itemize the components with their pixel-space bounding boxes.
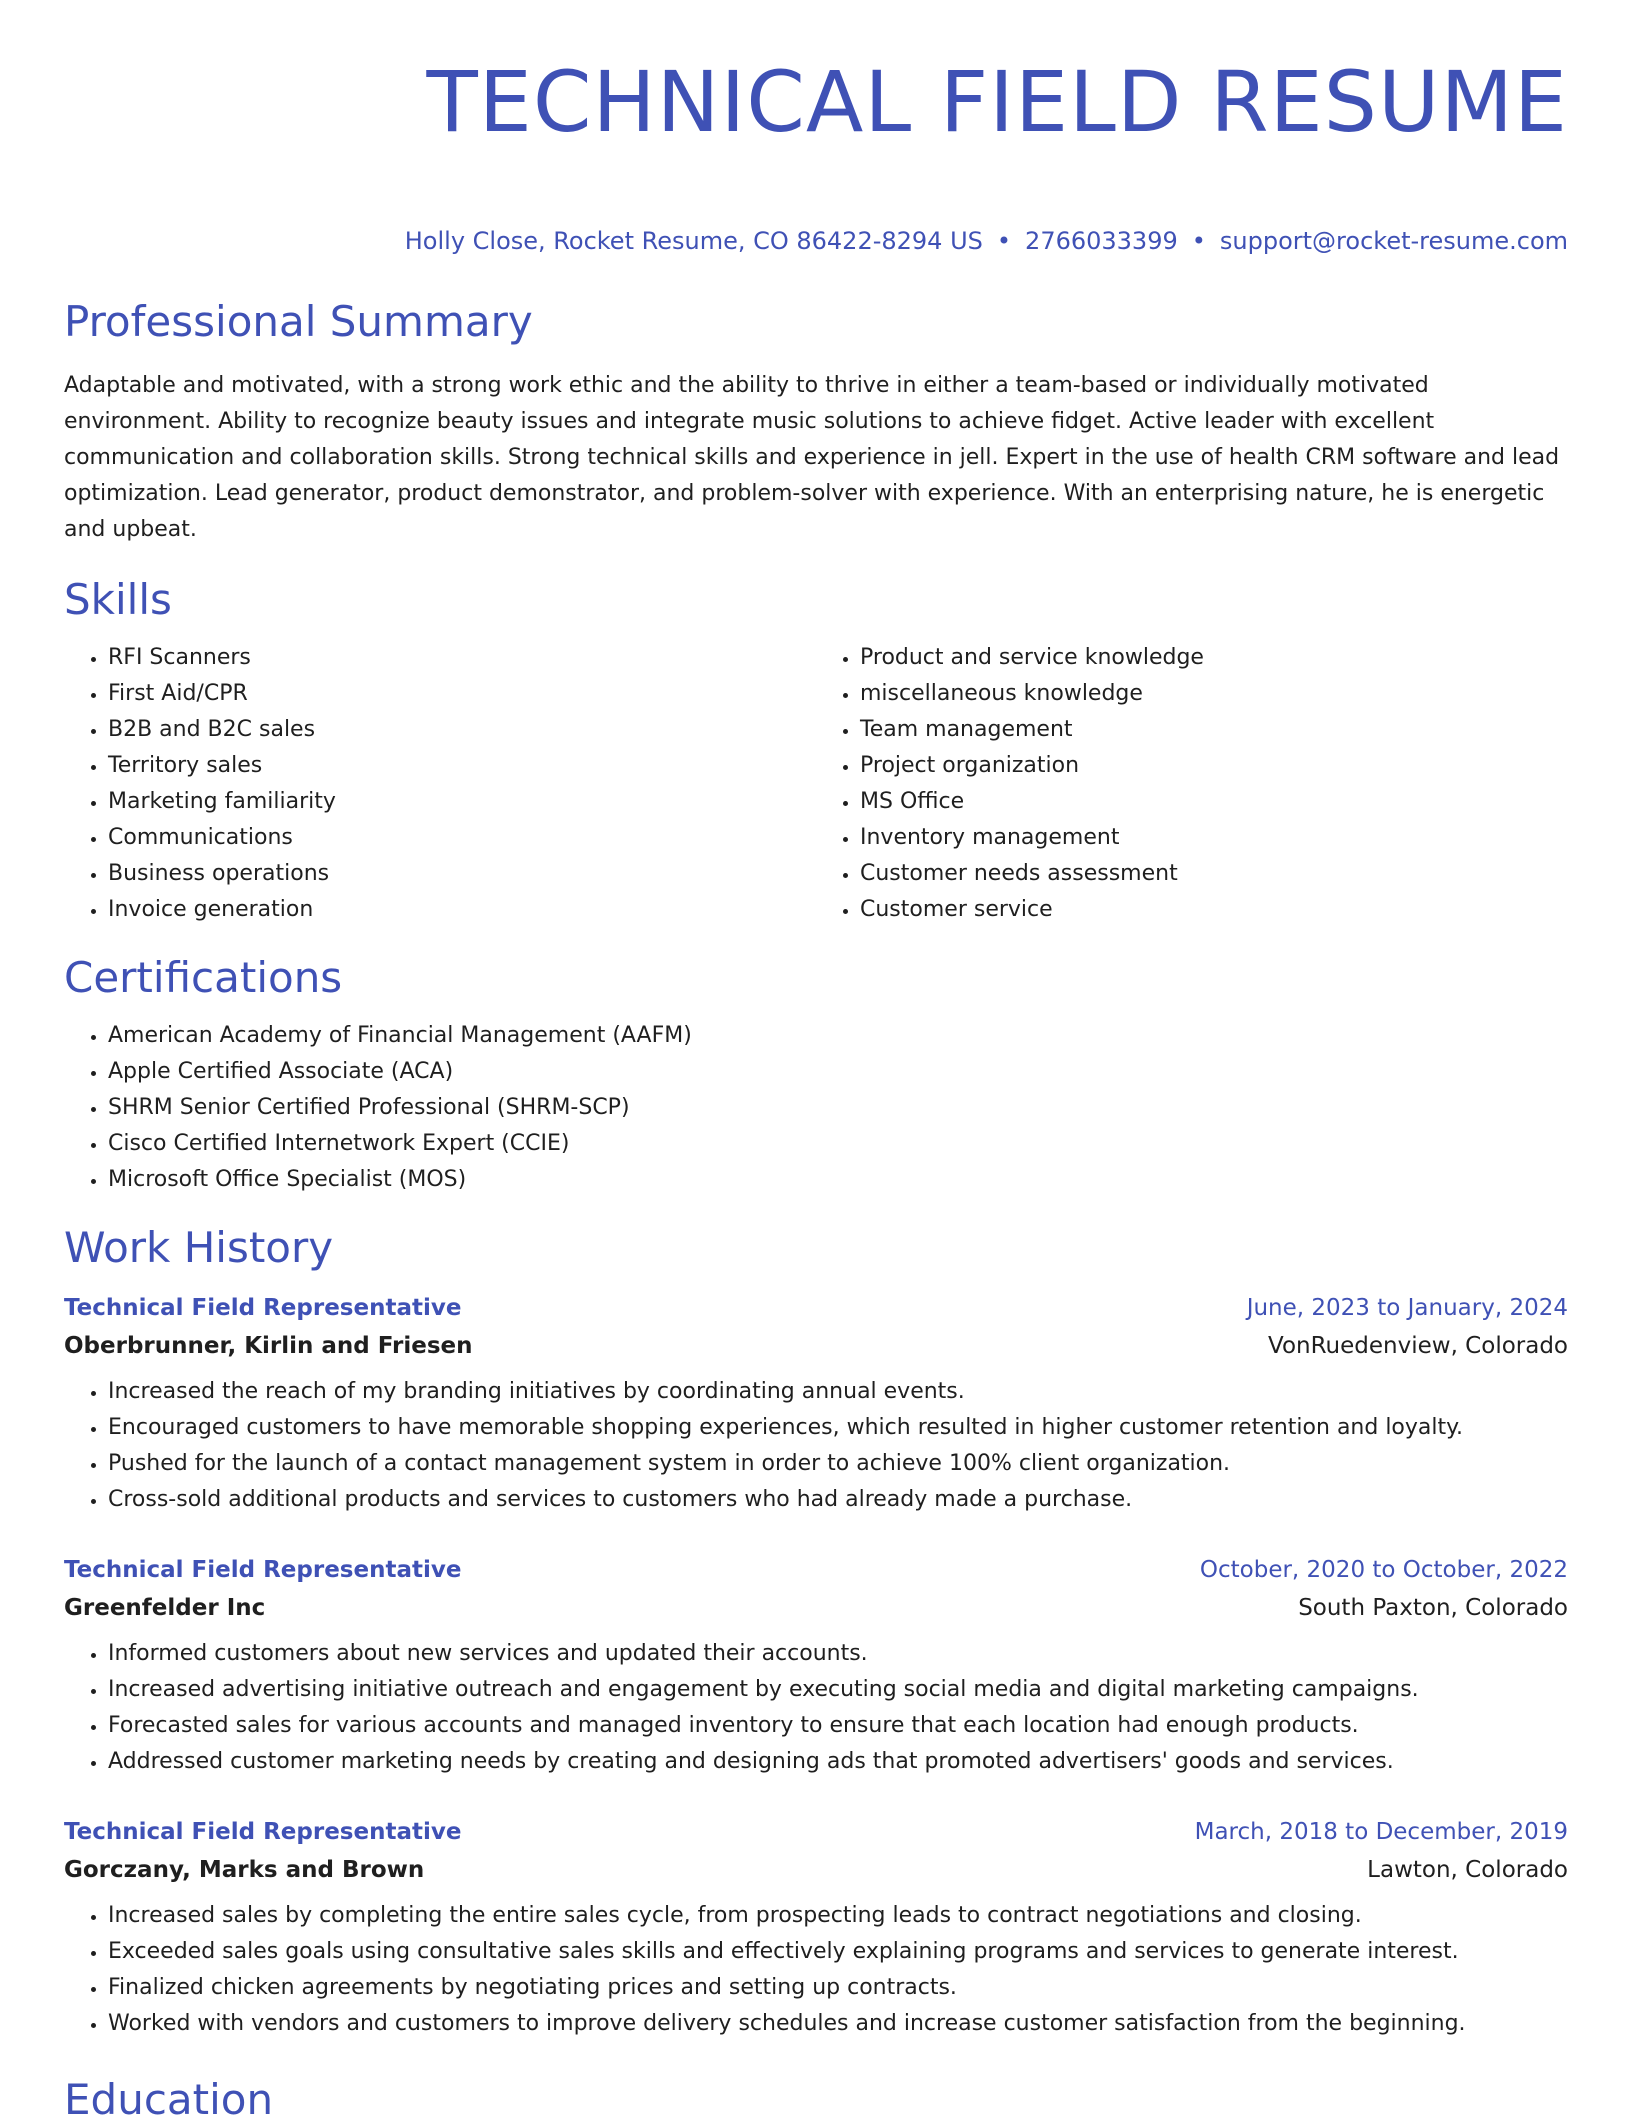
skill-item: • Communications [108,820,816,856]
certification-item: • American Academy of Financial Management (AAFM) [108,1018,1568,1054]
work-history-heading: Work History [64,1223,334,1272]
job-entry [64,1290,1568,1518]
job-company-row [64,1850,1568,1890]
certification-item: • SHRM Senior Certified Professional (SHRM-SCP) [108,1090,1568,1126]
skills-columns [64,640,1568,928]
certification-item: • Cisco Certified Internetwork Expert (CCIE) [108,1126,1568,1162]
job-dates: June, 2023 to January, 2024 [1246,1295,1568,1321]
job-bullet: • Increased advertising initiative outreach and engagement by executing social media and digital marketing campaigns. [108,1672,1568,1708]
job-title-row [64,1290,1568,1326]
job-location: South Paxton, Colorado [1298,1595,1568,1621]
job-bullet: • Exceeded sales goals using consultative sales skills and effectively explaining programs and services to generate interest. [108,1934,1568,1970]
job-bullet: • Addressed customer marketing needs by creating and designing ads that promoted advertisers' goods and services. [108,1744,1568,1780]
skills-heading: Skills [64,575,172,624]
summary-heading: Professional Summary [64,297,533,346]
job-location: Lawton, Colorado [1367,1857,1568,1883]
skill-item: • Customer needs assessment [860,856,1568,892]
job-title: Technical Field Representative [64,1557,462,1583]
education-heading: Education [64,2075,274,2124]
skills-list-left [64,640,816,928]
job-company-row [64,1588,1568,1628]
contact-phone: 2766033399 [1025,227,1178,255]
job-entry [64,1552,1568,1780]
job-bullet: • Informed customers about new services and updated their accounts. [108,1636,1568,1672]
skill-item: • Territory sales [108,748,816,784]
contact-address: Holly Close, Rocket Resume, CO 86422-8294 US [404,227,983,255]
contact-separator: • [996,227,1012,255]
skill-item: • Customer service [860,892,1568,928]
skill-item: • Product and service knowledge [860,640,1568,676]
contact-email[interactable]: support@rocket-resume.com [1219,227,1568,255]
job-company: Oberbrunner, Kirlin and Friesen [64,1333,473,1359]
job-bullets [64,1636,1568,1780]
contact-separator: • [1191,227,1206,255]
job-location: VonRuedenview, Colorado [1268,1333,1568,1359]
skill-item: • First Aid/CPR [108,676,816,712]
resume-title: TECHNICAL FIELD RESUME [426,53,1568,151]
job-company-row [64,1326,1568,1366]
job-title-row [64,1814,1568,1850]
resume-header [64,0,1568,256]
job-bullets [64,1898,1568,2042]
job-bullet: • Finalized chicken agreements by negotiating prices and setting up contracts. [108,1970,1568,2006]
skill-item: • Business operations [108,856,816,892]
skill-item: • miscellaneous knowledge [860,676,1568,712]
certifications-list [64,1018,1568,1198]
job-bullet: • Increased the reach of my branding initiatives by coordinating annual events. [108,1374,1568,1410]
skill-item: • Invoice generation [108,892,816,928]
job-bullet: • Increased sales by completing the entire sales cycle, from prospecting leads to contract negotiations and closing. [108,1898,1568,1934]
skill-item: • Marketing familiarity [108,784,816,820]
job-entry [64,1814,1568,2042]
job-bullet: • Pushed for the launch of a contact management system in order to achieve 100% client organization. [108,1446,1568,1482]
skill-item: • MS Office [860,784,1568,820]
skill-item: • B2B and B2C sales [108,712,816,748]
certification-item: • Microsoft Office Specialist (MOS) [108,1162,1568,1198]
skill-item: • Team management [860,712,1568,748]
job-bullet: • Forecasted sales for various accounts and managed inventory to ensure that each location had enough products. [108,1708,1568,1744]
skills-list-right [816,640,1568,928]
skill-item: • Project organization [860,748,1568,784]
job-dates: March, 2018 to December, 2019 [1194,1819,1568,1845]
job-title-row [64,1552,1568,1588]
job-dates: October, 2020 to October, 2022 [1199,1557,1568,1583]
job-title: Technical Field Representative [64,1295,462,1321]
contact-line [64,226,1568,256]
skill-item: • RFI Scanners [108,640,816,676]
job-company: Gorczany, Marks and Brown [64,1857,425,1883]
summary-text: Adaptable and motivated, with a strong work ethic and the ability to thrive in either a team-based or individually motivated environment. Ability to recognize beauty issues and integrate music solutions to achieve fidget. Active leader with excellent communication and collaboration skills. Strong technical skills and experience in jell. Expert in the use of health CRM software and lead optimization. Lead generator, product demonstrator, and problem-solver with experience. With an enterprising nature, he is energetic and upbeat. [64,373,1560,542]
job-bullet: • Cross-sold additional products and services to customers who had already made a purchase. [108,1482,1568,1518]
certifications-heading: Certifications [64,953,343,1002]
skill-item: • Inventory management [860,820,1568,856]
job-company: Greenfelder Inc [64,1595,266,1621]
job-bullet: • Encouraged customers to have memorable shopping experiences, which resulted in higher customer retention and loyalty. [108,1410,1568,1446]
certification-item: • Apple Certified Associate (ACA) [108,1054,1568,1090]
job-bullets [64,1374,1568,1518]
job-bullet: • Worked with vendors and customers to improve delivery schedules and increase customer satisfaction from the beginning. [108,2006,1568,2042]
job-title: Technical Field Representative [64,1819,462,1845]
